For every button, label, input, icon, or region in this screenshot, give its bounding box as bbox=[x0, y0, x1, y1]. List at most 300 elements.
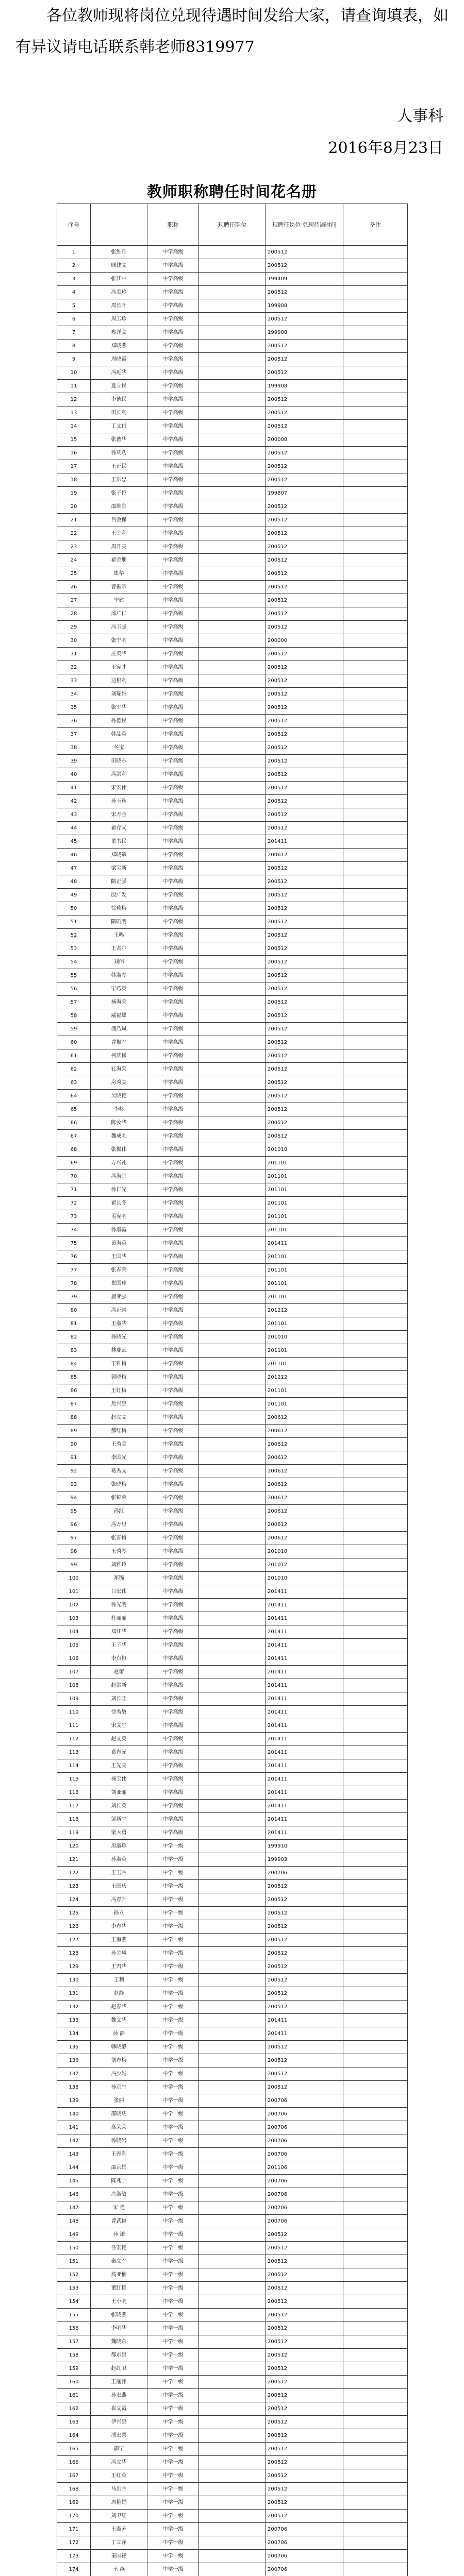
cell-remarks bbox=[343, 1264, 408, 1277]
cell-date: 200512 bbox=[266, 460, 343, 473]
cell-remarks bbox=[343, 1639, 408, 1652]
cell-title: 中学高级 bbox=[147, 1800, 199, 1813]
cell-index: 137 bbox=[57, 2067, 91, 2081]
table-row bbox=[57, 1143, 408, 1157]
cell-remarks bbox=[343, 1317, 408, 1331]
cell-name: 徐雅梅 bbox=[91, 902, 147, 916]
cell-index: 96 bbox=[57, 1518, 91, 1532]
cell-remarks bbox=[343, 849, 408, 862]
cell-remarks bbox=[343, 1023, 408, 1036]
cell-name: 丁立萍 bbox=[91, 2536, 147, 2550]
cell-name: 张江中 bbox=[91, 273, 147, 286]
cell-remarks bbox=[343, 2228, 408, 2242]
table-row bbox=[57, 822, 408, 835]
cell-name: 刘亚丽 bbox=[91, 1786, 147, 1800]
table-row bbox=[57, 741, 408, 755]
cell-index: 30 bbox=[57, 634, 91, 648]
cell-date: 200512 bbox=[266, 741, 343, 755]
cell-date: 201411 bbox=[266, 1813, 343, 1826]
table-row bbox=[57, 2563, 408, 2576]
cell-index: 11 bbox=[57, 380, 91, 393]
cell-name: 孙仁光 bbox=[91, 1183, 147, 1197]
cell-remarks bbox=[343, 1331, 408, 1344]
table-row bbox=[57, 634, 408, 648]
table-row bbox=[57, 2255, 408, 2268]
cell-name: 柯庆修 bbox=[91, 1049, 147, 1063]
table-row bbox=[57, 1934, 408, 1947]
table-row bbox=[57, 2268, 408, 2282]
cell-title: 中学高级 bbox=[147, 1143, 199, 1157]
cell-title: 中学一级 bbox=[147, 2027, 199, 2041]
cell-date: 200512 bbox=[266, 1960, 343, 1974]
cell-position bbox=[199, 1237, 266, 1250]
cell-position bbox=[199, 1652, 266, 1666]
cell-title: 中学一级 bbox=[147, 2496, 199, 2510]
cell-title: 中学高级 bbox=[147, 447, 199, 460]
cell-position bbox=[199, 674, 266, 688]
cell-position bbox=[199, 1867, 266, 1880]
cell-remarks bbox=[343, 2429, 408, 2443]
cell-title: 中学高级 bbox=[147, 487, 199, 500]
cell-title: 中学高级 bbox=[147, 956, 199, 969]
cell-remarks bbox=[343, 246, 408, 259]
cell-position bbox=[199, 2443, 266, 2456]
cell-index: 140 bbox=[57, 2108, 91, 2121]
table-row bbox=[57, 607, 408, 621]
cell-title: 中学高级 bbox=[147, 1666, 199, 1679]
cell-position bbox=[199, 540, 266, 554]
cell-name: 王金利 bbox=[91, 527, 147, 540]
cell-name: 张春荣 bbox=[91, 1264, 147, 1277]
cell-remarks bbox=[343, 808, 408, 822]
cell-date: 200512 bbox=[266, 514, 343, 527]
cell-index: 141 bbox=[57, 2121, 91, 2134]
cell-position bbox=[199, 768, 266, 782]
cell-title: 中学高级 bbox=[147, 1170, 199, 1183]
cell-position bbox=[199, 1987, 266, 2001]
cell-date: 200512 bbox=[266, 2067, 343, 2081]
cell-position bbox=[199, 1317, 266, 1331]
cell-date: 200706 bbox=[266, 2188, 343, 2201]
cell-remarks bbox=[343, 2148, 408, 2161]
cell-position bbox=[199, 1425, 266, 1438]
cell-index: 58 bbox=[57, 1009, 91, 1023]
table-row bbox=[57, 1960, 408, 1974]
cell-remarks bbox=[343, 2201, 408, 2215]
cell-index: 40 bbox=[57, 768, 91, 782]
cell-name: 李有恒 bbox=[91, 1652, 147, 1666]
cell-name: 周艳娟 bbox=[91, 2496, 147, 2510]
cell-index: 101 bbox=[57, 1585, 91, 1599]
cell-date: 201411 bbox=[266, 1786, 343, 1800]
cell-date: 200008 bbox=[266, 433, 343, 447]
cell-remarks bbox=[343, 648, 408, 661]
table-row bbox=[57, 674, 408, 688]
table-row bbox=[57, 1210, 408, 1224]
cell-remarks bbox=[343, 2108, 408, 2121]
cell-index: 144 bbox=[57, 2161, 91, 2175]
cell-index: 162 bbox=[57, 2402, 91, 2416]
cell-name: 王正民 bbox=[91, 460, 147, 473]
cell-index: 151 bbox=[57, 2255, 91, 2268]
cell-name: 魏晓东 bbox=[91, 2335, 147, 2349]
cell-date: 201411 bbox=[266, 1706, 343, 1719]
cell-date: 201411 bbox=[266, 2014, 343, 2027]
cell-date: 201101 bbox=[266, 1224, 343, 1237]
table-row bbox=[57, 2456, 408, 2469]
cell-remarks bbox=[343, 299, 408, 313]
cell-position bbox=[199, 366, 266, 380]
cell-position bbox=[199, 1331, 266, 1344]
cell-index: 76 bbox=[57, 1250, 91, 1264]
cell-title: 中学高级 bbox=[147, 1371, 199, 1384]
cell-name: 张锦荣 bbox=[91, 1492, 147, 1505]
cell-remarks bbox=[343, 1344, 408, 1358]
cell-date: 200512 bbox=[266, 715, 343, 728]
cell-date: 201411 bbox=[266, 1612, 343, 1625]
cell-remarks bbox=[343, 875, 408, 889]
cell-position bbox=[199, 1585, 266, 1599]
table-row bbox=[57, 366, 408, 380]
header-name bbox=[91, 204, 147, 246]
cell-name: 郑晓斌 bbox=[91, 849, 147, 862]
cell-index: 145 bbox=[57, 2175, 91, 2188]
cell-position bbox=[199, 621, 266, 634]
cell-position bbox=[199, 1170, 266, 1183]
cell-title: 中学高级 bbox=[147, 1532, 199, 1545]
cell-index: 149 bbox=[57, 2228, 91, 2242]
cell-title: 中学一级 bbox=[147, 2268, 199, 2282]
cell-remarks bbox=[343, 2389, 408, 2402]
cell-date: 199807 bbox=[266, 487, 343, 500]
cell-remarks bbox=[343, 326, 408, 340]
cell-index: 8 bbox=[57, 340, 91, 353]
cell-title: 中学高级 bbox=[147, 500, 199, 514]
cell-title: 中学一级 bbox=[147, 1987, 199, 2001]
cell-position bbox=[199, 1960, 266, 1974]
cell-index: 15 bbox=[57, 433, 91, 447]
cell-name: 张春梅 bbox=[91, 1532, 147, 1545]
cell-position bbox=[199, 795, 266, 808]
cell-title: 中学高级 bbox=[147, 862, 199, 875]
cell-position bbox=[199, 1090, 266, 1103]
cell-title: 中学一级 bbox=[147, 2228, 199, 2242]
cell-title: 中学高级 bbox=[147, 1063, 199, 1076]
cell-remarks bbox=[343, 607, 408, 621]
cell-name: 赵静 bbox=[91, 1987, 147, 2001]
cell-name: 孙晓岩 bbox=[91, 2134, 147, 2148]
cell-date: 200706 bbox=[266, 2134, 343, 2148]
table-row bbox=[57, 2027, 408, 2041]
cell-date: 201101 bbox=[266, 1183, 343, 1197]
table-row bbox=[57, 1585, 408, 1599]
cell-name: 田长利 bbox=[91, 406, 147, 420]
cell-remarks bbox=[343, 1465, 408, 1478]
cell-index: 85 bbox=[57, 1371, 91, 1384]
cell-title: 中学高级 bbox=[147, 1625, 199, 1639]
cell-position bbox=[199, 1532, 266, 1545]
cell-title: 中学高级 bbox=[147, 366, 199, 380]
cell-remarks bbox=[343, 1706, 408, 1719]
cell-name: 刘伟 bbox=[91, 956, 147, 969]
cell-title: 中学一级 bbox=[147, 2067, 199, 2081]
cell-title: 中学一级 bbox=[147, 2309, 199, 2322]
cell-remarks bbox=[343, 259, 408, 273]
cell-name: 王红梅 bbox=[91, 1384, 147, 1398]
cell-index: 99 bbox=[57, 1558, 91, 1572]
cell-remarks bbox=[343, 1625, 408, 1639]
table-row bbox=[57, 1639, 408, 1652]
cell-remarks bbox=[343, 540, 408, 554]
cell-index: 88 bbox=[57, 1411, 91, 1425]
cell-name: 王秀美 bbox=[91, 1438, 147, 1451]
table-row bbox=[57, 2322, 408, 2335]
cell-remarks bbox=[343, 1036, 408, 1049]
cell-date: 200512 bbox=[266, 607, 343, 621]
cell-index: 106 bbox=[57, 1652, 91, 1666]
cell-title: 中学高级 bbox=[147, 540, 199, 554]
cell-position bbox=[199, 2523, 266, 2536]
cell-date: 200512 bbox=[266, 1987, 343, 2001]
table-row bbox=[57, 956, 408, 969]
cell-date: 199908 bbox=[266, 326, 343, 340]
cell-index: 74 bbox=[57, 1224, 91, 1237]
cell-name: 徐秀敏 bbox=[91, 1706, 147, 1719]
cell-position bbox=[199, 1183, 266, 1197]
cell-date: 200512 bbox=[266, 2349, 343, 2362]
cell-name: 隋正强 bbox=[91, 875, 147, 889]
cell-position bbox=[199, 1813, 266, 1826]
cell-title: 中学高级 bbox=[147, 916, 199, 929]
cell-name: 郑晓燕 bbox=[91, 340, 147, 353]
table-row bbox=[57, 875, 408, 889]
cell-title: 中学一级 bbox=[147, 2295, 199, 2309]
cell-remarks bbox=[343, 1719, 408, 1733]
cell-name: 吴晓艳 bbox=[91, 1090, 147, 1103]
cell-title: 中学高级 bbox=[147, 273, 199, 286]
cell-name: 孙宏燕 bbox=[91, 2389, 147, 2402]
cell-title: 中学高级 bbox=[147, 1679, 199, 1692]
cell-date: 200512 bbox=[266, 2309, 343, 2322]
table-row bbox=[57, 1036, 408, 1049]
cell-index: 6 bbox=[57, 313, 91, 326]
cell-title: 中学一级 bbox=[147, 2429, 199, 2443]
cell-remarks bbox=[343, 1960, 408, 1974]
table-row bbox=[57, 2134, 408, 2148]
cell-title: 中学高级 bbox=[147, 1304, 199, 1317]
cell-name: 唐亚强 bbox=[91, 1291, 147, 1304]
cell-name: 边根利 bbox=[91, 674, 147, 688]
cell-position bbox=[199, 2027, 266, 2041]
cell-title: 中学高级 bbox=[147, 1411, 199, 1425]
cell-position bbox=[199, 715, 266, 728]
cell-position bbox=[199, 1478, 266, 1492]
cell-index: 93 bbox=[57, 1478, 91, 1492]
table-row bbox=[57, 1880, 408, 1893]
cell-remarks bbox=[343, 1773, 408, 1786]
cell-name: 李国光 bbox=[91, 1451, 147, 1465]
table-row bbox=[57, 540, 408, 554]
header-date: 现聘任岗位 兑现待遇时间 bbox=[266, 204, 343, 246]
table-row bbox=[57, 286, 408, 299]
cell-position bbox=[199, 2054, 266, 2067]
cell-position bbox=[199, 607, 266, 621]
cell-remarks bbox=[343, 554, 408, 567]
cell-name: 方兴礼 bbox=[91, 1157, 147, 1170]
table-row bbox=[57, 1250, 408, 1264]
cell-index: 174 bbox=[57, 2563, 91, 2576]
cell-name: 王淑华 bbox=[91, 1317, 147, 1331]
cell-position bbox=[199, 500, 266, 514]
cell-position bbox=[199, 2188, 266, 2201]
cell-title: 中学一级 bbox=[147, 2242, 199, 2255]
cell-date: 200706 bbox=[266, 2121, 343, 2134]
cell-name: 王红英 bbox=[91, 2469, 147, 2483]
cell-date: 200512 bbox=[266, 1063, 343, 1076]
cell-remarks bbox=[343, 2443, 408, 2456]
cell-index: 7 bbox=[57, 326, 91, 340]
cell-position bbox=[199, 2108, 266, 2121]
cell-name: 周玉珍 bbox=[91, 313, 147, 326]
cell-remarks bbox=[343, 701, 408, 715]
cell-remarks bbox=[343, 2309, 408, 2322]
cell-name: 邵晓庆 bbox=[91, 2108, 147, 2121]
cell-position bbox=[199, 1934, 266, 1947]
cell-date: 201411 bbox=[266, 835, 343, 849]
cell-remarks bbox=[343, 447, 408, 460]
cell-date: 199409 bbox=[266, 273, 343, 286]
cell-index: 172 bbox=[57, 2536, 91, 2550]
cell-remarks bbox=[343, 1572, 408, 1585]
cell-remarks bbox=[343, 2563, 408, 2576]
cell-name: 冯近华 bbox=[91, 366, 147, 380]
cell-title: 中学高级 bbox=[147, 353, 199, 366]
cell-remarks bbox=[343, 2483, 408, 2496]
table-row bbox=[57, 2094, 408, 2108]
cell-index: 155 bbox=[57, 2309, 91, 2322]
cell-remarks bbox=[343, 2550, 408, 2563]
cell-position bbox=[199, 701, 266, 715]
cell-index: 87 bbox=[57, 1398, 91, 1411]
table-row bbox=[57, 1666, 408, 1679]
cell-remarks bbox=[343, 393, 408, 406]
cell-title: 中学高级 bbox=[147, 1331, 199, 1344]
cell-date: 200512 bbox=[266, 2376, 343, 2389]
cell-index: 4 bbox=[57, 286, 91, 299]
cell-remarks bbox=[343, 1840, 408, 1853]
cell-name: 张子位 bbox=[91, 487, 147, 500]
cell-date: 200706 bbox=[266, 2550, 343, 2563]
cell-name: 孙淑英 bbox=[91, 1853, 147, 1867]
cell-title: 中学高级 bbox=[147, 969, 199, 982]
cell-title: 中学高级 bbox=[147, 1813, 199, 1826]
table-row bbox=[57, 1291, 408, 1304]
cell-date: 200706 bbox=[266, 2536, 343, 2550]
cell-position bbox=[199, 1907, 266, 1920]
cell-name: 周长叶 bbox=[91, 299, 147, 313]
cell-position bbox=[199, 2175, 266, 2188]
cell-index: 75 bbox=[57, 1237, 91, 1250]
table-row bbox=[57, 1317, 408, 1331]
cell-name: 庄淑敏 bbox=[91, 2188, 147, 2201]
roster-table bbox=[57, 204, 408, 2576]
notice-date: 2016年8月23日 bbox=[328, 139, 443, 157]
cell-remarks bbox=[343, 822, 408, 835]
cell-position bbox=[199, 2402, 266, 2416]
cell-position bbox=[199, 393, 266, 406]
cell-position bbox=[199, 380, 266, 393]
cell-remarks bbox=[343, 1076, 408, 1090]
cell-index: 83 bbox=[57, 1344, 91, 1358]
cell-date: 200512 bbox=[266, 313, 343, 326]
cell-date: 200512 bbox=[266, 473, 343, 487]
table-row bbox=[57, 2148, 408, 2161]
cell-title: 中学高级 bbox=[147, 1157, 199, 1170]
cell-remarks bbox=[343, 1880, 408, 1893]
cell-remarks bbox=[343, 2295, 408, 2309]
cell-title: 中学高级 bbox=[147, 554, 199, 567]
table-row bbox=[57, 2121, 408, 2134]
cell-remarks bbox=[343, 2362, 408, 2376]
header-index: 序号 bbox=[57, 204, 91, 246]
cell-position bbox=[199, 1103, 266, 1116]
table-row bbox=[57, 2349, 408, 2362]
cell-date: 201101 bbox=[266, 1344, 343, 1358]
cell-title: 中学高级 bbox=[147, 1036, 199, 1049]
cell-position bbox=[199, 2014, 266, 2027]
table-row bbox=[57, 969, 408, 982]
cell-date: 200512 bbox=[266, 2001, 343, 2014]
cell-date: 201411 bbox=[266, 1652, 343, 1666]
cell-index: 55 bbox=[57, 969, 91, 982]
cell-date: 200512 bbox=[266, 956, 343, 969]
table-row bbox=[57, 2242, 408, 2255]
cell-remarks bbox=[343, 661, 408, 674]
cell-date: 200512 bbox=[266, 353, 343, 366]
cell-title: 中学高级 bbox=[147, 607, 199, 621]
table-row bbox=[57, 554, 408, 567]
cell-position bbox=[199, 1558, 266, 1572]
cell-index: 120 bbox=[57, 1840, 91, 1853]
table-row bbox=[57, 500, 408, 514]
cell-date: 201010 bbox=[266, 1572, 343, 1585]
cell-remarks bbox=[343, 2536, 408, 2550]
cell-position bbox=[199, 2469, 266, 2483]
cell-date: 200512 bbox=[266, 996, 343, 1009]
table-row bbox=[57, 527, 408, 540]
cell-position bbox=[199, 782, 266, 795]
cell-index: 115 bbox=[57, 1773, 91, 1786]
cell-index: 42 bbox=[57, 795, 91, 808]
cell-index: 51 bbox=[57, 916, 91, 929]
cell-date: 200512 bbox=[266, 1036, 343, 1049]
table-row bbox=[57, 1344, 408, 1358]
cell-index: 81 bbox=[57, 1317, 91, 1331]
cell-date: 200512 bbox=[266, 1076, 343, 1090]
cell-title: 中学高级 bbox=[147, 1719, 199, 1733]
cell-name: 王丽萍 bbox=[91, 2376, 147, 2389]
cell-position bbox=[199, 554, 266, 567]
cell-name: 韩晓静 bbox=[91, 2041, 147, 2054]
cell-date: 200512 bbox=[266, 1103, 343, 1116]
table-row bbox=[57, 447, 408, 460]
cell-name: 郭晓梅 bbox=[91, 1371, 147, 1384]
cell-title: 中学一级 bbox=[147, 2215, 199, 2228]
cell-title: 中学一级 bbox=[147, 2041, 199, 2054]
cell-index: 150 bbox=[57, 2242, 91, 2255]
cell-position bbox=[199, 2389, 266, 2402]
cell-position bbox=[199, 808, 266, 822]
